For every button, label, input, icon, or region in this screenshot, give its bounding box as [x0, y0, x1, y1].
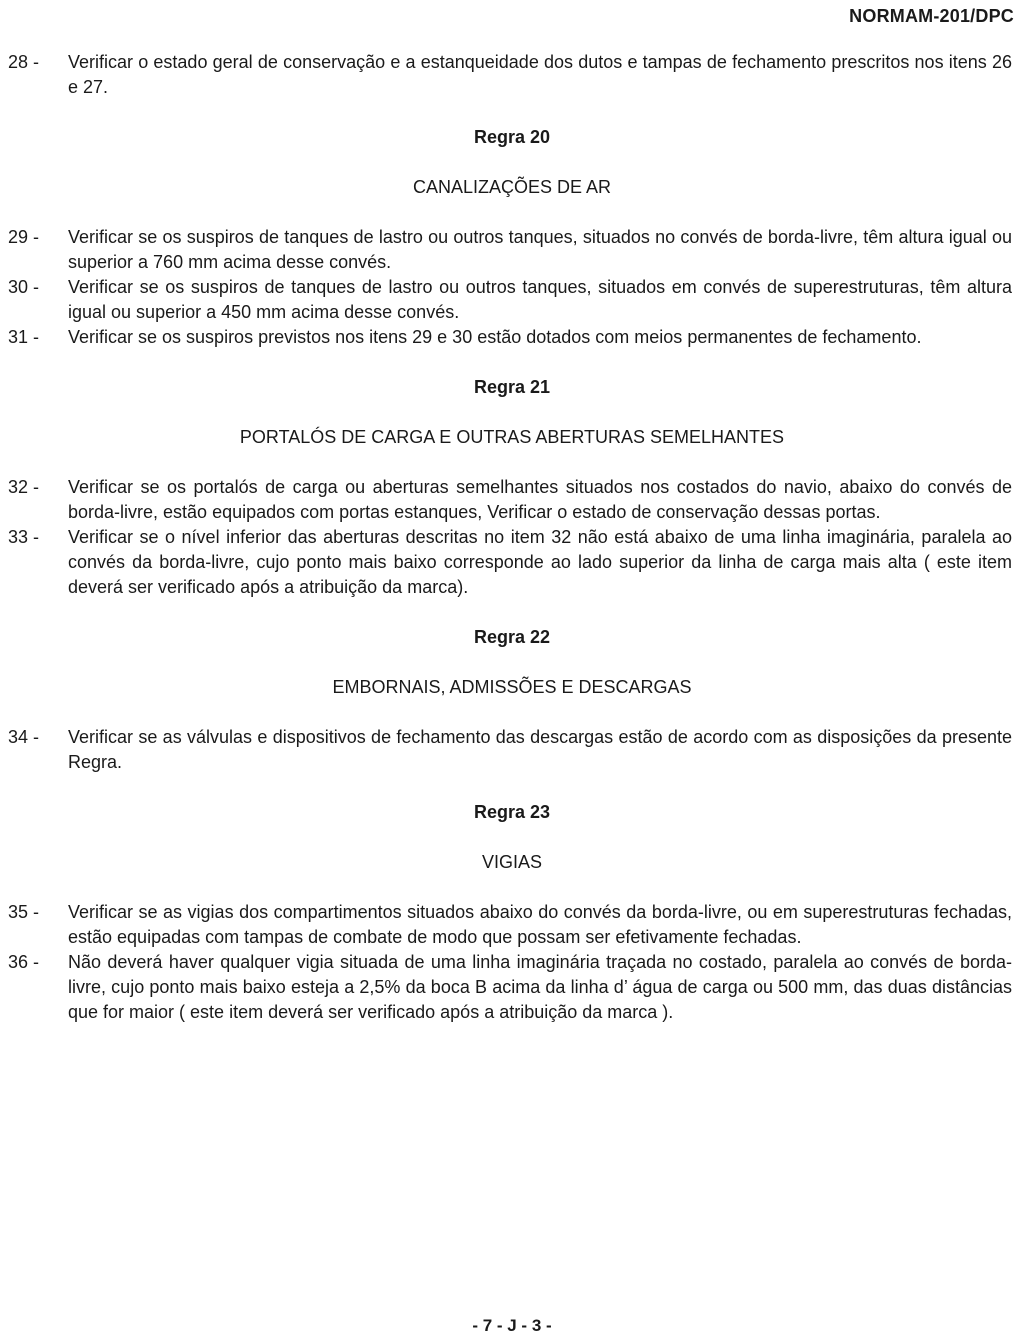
page-number-footer: - 7 - J - 3 -: [472, 1316, 552, 1335]
item-number: 32 -: [8, 477, 40, 497]
item-text: Não deverá haver qualquer vigia situada de uma linha imaginária traçada no costado, paralela ao convés de borda-livre, cujo ponto mais baixo esteja a 2,5% da boca B acima da linha d’ água de carga ou 500 mm, das duas distâncias que for maior ( este item deverá ser verificado após a atribuição da marca ).: [68, 952, 1012, 1022]
rule-23-section-title: VIGIAS: [481, 852, 543, 872]
item-number: 28 -: [8, 52, 40, 72]
rule-21-section-title: PORTALÓS DE CARGA E OUTRAS ABERTURAS SEMELHANTES: [239, 427, 785, 447]
item-text: Verificar se os suspiros de tanques de lastro ou outros tanques, situados em convés de superestruturas, têm altura igual ou superior a 450 mm acima desse convés.: [68, 277, 1012, 322]
checklist-item-31: [0, 325, 1024, 350]
item-text: Verificar se os suspiros previstos nos itens 29 e 30 estão dotados com meios permanentes de fechamento.: [68, 327, 922, 347]
rule-23-title: Regra 23: [473, 802, 551, 822]
item-text: Verificar se os suspiros de tanques de lastro ou outros tanques, situados no convés de borda-livre, têm altura igual ou superior a 760 mm acima desse convés.: [68, 227, 1012, 272]
item-text: Verificar se as válvulas e dispositivos de fechamento das descargas estão de acordo com as disposições da presente Regra.: [68, 727, 1012, 772]
item-number: 34 -: [8, 727, 40, 747]
rule-21-title: Regra 21: [473, 377, 551, 397]
checklist-item-32: [0, 475, 1024, 525]
item-number: 33 -: [8, 527, 40, 547]
item-number: 31 -: [8, 327, 40, 347]
item-number: 36 -: [8, 952, 40, 972]
checklist-item-30: [0, 275, 1024, 325]
checklist-item-36: [0, 950, 1024, 1025]
item-number: 35 -: [8, 902, 40, 922]
item-number: 30 -: [8, 277, 40, 297]
item-text: Verificar o estado geral de conservação e a estanqueidade dos dutos e tampas de fechamento prescritos nos itens 26 e 27.: [68, 52, 1012, 97]
item-text: Verificar se as vigias dos compartimentos situados abaixo do convés da borda-livre, ou em superestruturas fechadas, estão equipadas com tampas de combate de modo que possam ser efetivamente fechadas.: [68, 902, 1012, 947]
item-text: Verificar se o nível inferior das aberturas descritas no item 32 não está abaixo de uma linha imaginária, paralela ao convés da borda-livre, cujo ponto mais baixo corresponde ao lado superior da linha de carga mais alta ( este item deverá ser verificado após a atribuição da marca).: [68, 527, 1012, 597]
rule-20-section-title: CANALIZAÇÕES DE AR: [412, 177, 612, 197]
rule-22-section-title: EMBORNAIS, ADMISSÕES E DESCARGAS: [332, 677, 692, 697]
checklist-item-33: [0, 525, 1024, 600]
document-code-header: NORMAM-201/DPC: [849, 6, 1014, 26]
checklist-item-29: [0, 225, 1024, 275]
checklist-item-35: [0, 900, 1024, 950]
item-text: Verificar se os portalós de carga ou aberturas semelhantes situados nos costados do navio, abaixo do convés de borda-livre, estão equipados com portas estanques, Verificar o estado de conservação dessas portas.: [68, 477, 1012, 522]
checklist-item-34: [0, 725, 1024, 775]
rule-20-title: Regra 20: [473, 127, 551, 147]
document-body: [0, 50, 1024, 1025]
item-number: 29 -: [8, 227, 40, 247]
rule-22-title: Regra 22: [473, 627, 551, 647]
checklist-item-28: [0, 50, 1024, 100]
